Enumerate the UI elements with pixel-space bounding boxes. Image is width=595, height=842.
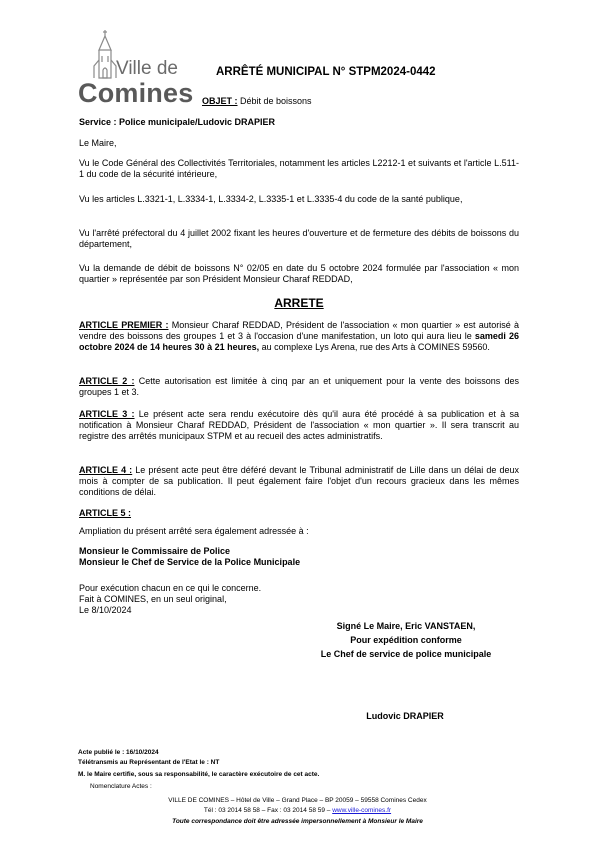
footer-certifie: M. le Maire certifie, sous sa responsabilité, le caractère exécutoire de cet acte.	[78, 771, 320, 778]
execution-line-2: Fait à COMINES, en un seul original,	[79, 594, 227, 604]
objet-line	[202, 96, 312, 106]
footer-correspondance: Toute correspondance doit être adressée impersonnellement à Monsieur le Maire	[172, 818, 423, 825]
footer-publie: Acte publié le : 16/10/2024	[78, 749, 159, 756]
considerant-3: Vu l'arrêté préfectoral du 4 juillet 2002 fixant les heures d'ouverture et de fermeture des débits de boissons du département,	[79, 228, 519, 249]
execution-line-1: Pour exécution chacun en ce qui le concerne.	[79, 583, 262, 593]
footer-address: VILLE DE COMINES – Hôtel de Ville – Grand Place – BP 20059 – 59558 Comines Cedex	[168, 797, 427, 804]
signature-chef-service: Le Chef de service de police municipale	[320, 649, 492, 659]
considerant-4: Vu la demande de débit de boissons N° 02/05 en date du 5 octobre 2024 formulée par l'association « mon quartier » représentée par son Président Monsieur Charaf REDDAD,	[79, 263, 519, 284]
city-logo	[78, 28, 198, 108]
article-2-label: ARTICLE 2 :	[79, 376, 135, 386]
service-line: Service : Police municipale/Ludovic DRAPIER	[79, 117, 276, 127]
article-5-label: ARTICLE 5 :	[79, 508, 132, 518]
considerant-2: Vu les articles L.3321-1, L.3334-1, L.3334-2, L.3335-1 et L.3335-4 du code de la santé publique,	[79, 194, 463, 204]
article-2-text: Cette autorisation est limitée à cinq par an et uniquement pour la vente des boissons des groupes 1 et 3.	[79, 376, 519, 397]
article-4	[79, 465, 519, 498]
objet-label: OBJET :	[202, 96, 238, 106]
le-maire: Le Maire,	[79, 138, 117, 148]
footer-teletransmis: Télétransmis au Représentant de l'Etat le : NT	[78, 759, 220, 766]
article-3	[79, 409, 519, 442]
destinataire-2: Monsieur le Chef de Service de la Police Municipale	[79, 557, 301, 567]
objet-text: Débit de boissons	[237, 96, 312, 106]
logo-ville-de: Ville de	[116, 58, 178, 79]
destinataire-1: Monsieur le Commissaire de Police	[79, 546, 231, 556]
document-title: ARRÊTÉ MUNICIPAL N° STPM2024-0442	[216, 66, 436, 78]
logo-comines: Comines	[78, 78, 194, 108]
signature-conforme: Pour expédition conforme	[350, 635, 462, 645]
arrete-heading: ARRETE	[274, 296, 324, 310]
signature-name: Ludovic DRAPIER	[366, 711, 444, 721]
article-premier-text: Monsieur Charaf REDDAD, Président de l'association « mon quartier » est autorisé à vendre des boissons des groupes 1 et 3 à l'occasion d'une manifestation, un loto qui aura lieu le	[79, 320, 519, 341]
article-5	[79, 508, 519, 519]
footer-website-link[interactable]: www.ville-comines.fr	[332, 807, 392, 814]
article-3-text: Le présent acte sera rendu exécutoire dès qu'il aura été procédé à sa publication et à sa notification à Monsieur Charaf REDDAD, Président de l'association « mon quartier ». Il sera transcrit au registre des arrêtés municipaux STPM et au recueil des actes administratifs.	[79, 409, 519, 441]
article-4-text: Le présent acte peut être déféré devant le Tribunal administratif de Lille dans un délai de deux mois à compter de sa publication. Il peut également faire l'objet d'un recours gracieux dans les mêmes conditions de délai.	[79, 465, 519, 497]
article-3-label: ARTICLE 3 :	[79, 409, 135, 419]
signature-mayor: Signé Le Maire, Eric VANSTAEN,	[336, 621, 476, 631]
considerant-1: Vu le Code Général des Collectivités Territoriales, notamment les articles L2212-1 et suivants et l'article L.511-1 du code de la sécurité intérieure,	[79, 158, 519, 179]
article-premier-place: au complexe Lys Arena, rue des Arts à COMINES 59560.	[259, 342, 490, 352]
article-2	[79, 376, 519, 398]
footer-tel-fax: Tél : 03 2014 58 58 – Fax : 03 2014 58 59 –	[203, 807, 333, 814]
article-premier-label: ARTICLE PREMIER :	[79, 320, 169, 330]
article-4-label: ARTICLE 4 :	[79, 465, 133, 475]
footer-contact	[60, 806, 535, 815]
execution-date: Le 8/10/2024	[79, 605, 132, 615]
footer-nomenclature: Nomenclature Actes :	[90, 783, 152, 790]
article-premier-date: samedi 26 octobre 2024 de 14 heures 30 à 21 heures,	[79, 331, 520, 352]
ampliation-line: Ampliation du présent arrêté sera également adressée à :	[79, 526, 309, 536]
article-premier	[79, 320, 519, 353]
